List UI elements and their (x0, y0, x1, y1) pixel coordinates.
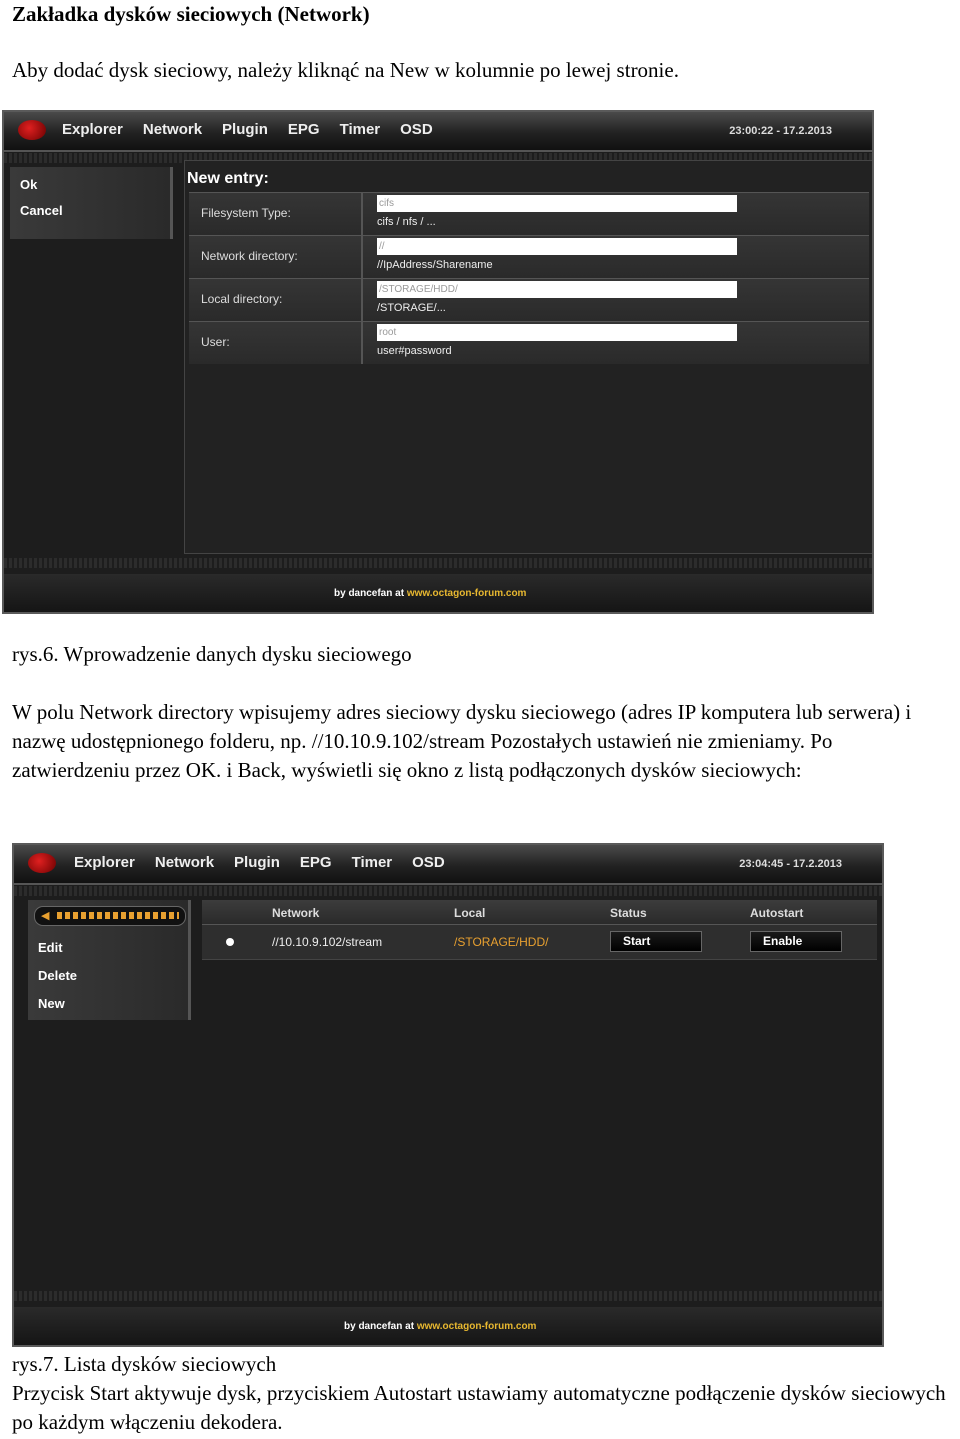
menu-epg[interactable]: EPG (287, 121, 320, 138)
local-directory-input[interactable]: /STORAGE/HDD/ (377, 281, 737, 298)
table-header (202, 900, 877, 925)
menu-timer[interactable]: Timer (339, 121, 381, 138)
caption-fig6: rys.6. Wprowadzenie danych dysku sieciowego (12, 642, 412, 666)
menu-osd[interactable]: OSD (412, 854, 445, 871)
top-menu-bar (4, 112, 872, 152)
local-directory-hint: /STORAGE/... (377, 302, 446, 314)
row-network-directory (189, 235, 869, 278)
clock: 23:00:22 - 17.2.2013 (729, 125, 832, 137)
paragraph-start-autostart: Przycisk Start aktywuje dysk, przyciskiem Autostart ustawiamy automatyczne podłączenie dysków sieciowych po każdym włączeniu dekodera. (12, 1381, 946, 1434)
enable-autostart-button[interactable]: Enable (750, 931, 842, 952)
network-directory-hint: //IpAddress/Sharename (377, 259, 493, 271)
credit-site-link[interactable]: www.octagon-forum.com (416, 1321, 537, 1332)
volume-indicator-icon: ◀ (34, 906, 186, 926)
user-hint: user#password (377, 345, 452, 357)
menu-osd[interactable]: OSD (400, 121, 433, 138)
menu-plugin[interactable]: Plugin (222, 121, 268, 138)
user-input[interactable]: root (377, 324, 737, 341)
credit-text (344, 1321, 536, 1332)
delete-button[interactable]: Delete (38, 968, 78, 983)
selected-indicator-icon (226, 938, 234, 946)
menu-network[interactable]: Network (154, 854, 215, 871)
row-user (189, 321, 869, 364)
menu-network[interactable]: Network (142, 121, 203, 138)
row-filesystem-type (189, 192, 869, 235)
menu-explorer[interactable]: Explorer (74, 854, 135, 871)
local-directory-label: Local directory: (201, 292, 283, 306)
intro-text: Aby dodać dysk sieciowy, należy kliknąć na New w kolumnie po lewej stronie. (12, 58, 679, 82)
filesystem-type-label: Filesystem Type: (201, 206, 291, 220)
menu-plugin[interactable]: Plugin (234, 854, 280, 871)
credit-text (334, 588, 526, 599)
credit-site-link[interactable]: www.octagon-forum.com (406, 588, 527, 599)
table-row[interactable] (202, 925, 877, 960)
footer (4, 574, 872, 612)
user-label: User: (201, 335, 230, 349)
left-panel (28, 900, 191, 1020)
col-network: Network (272, 906, 320, 920)
new-button[interactable]: New (38, 996, 65, 1011)
edit-button[interactable]: Edit (38, 940, 63, 955)
credit-by: by dancefan at (334, 588, 405, 599)
footer (14, 1307, 882, 1345)
menu-explorer[interactable]: Explorer (62, 121, 123, 138)
cell-local: /STORAGE/HDD/ (454, 935, 549, 949)
filesystem-type-input[interactable]: cifs (377, 195, 737, 212)
start-button[interactable]: Start (610, 931, 702, 952)
col-local: Local (454, 906, 486, 920)
cell-network: //10.10.9.102/stream (272, 935, 383, 949)
col-status: Status (610, 906, 647, 920)
paragraph-network-directory: W polu Network directory wpisujemy adres sieciowy dysku sieciowego (adres IP komputera lub serwera) i nazwę udostępnionego folderu, np. //10.10.9.102/stream Pozostałych ustawień nie zmieniamy. Po zatwierdzeniu przez OK. i Back, wyświetli się okno z listą podłączonych dysków sieciowych: (12, 700, 912, 782)
clock: 23:04:45 - 17.2.2013 (739, 858, 842, 870)
top-menu-bar (14, 845, 882, 885)
page-heading: Zakładka dysków sieciowych (Network) (12, 2, 370, 26)
left-panel (10, 167, 173, 239)
cancel-button[interactable]: Cancel (20, 203, 63, 218)
row-local-directory (189, 278, 869, 321)
caption-fig7: rys.7. Lista dysków sieciowych (12, 1352, 277, 1376)
network-directory-input[interactable]: // (377, 238, 737, 255)
filesystem-type-hint: cifs / nfs / ... (377, 216, 436, 228)
octagon-logo-icon (18, 120, 46, 140)
ok-button[interactable]: Ok (20, 177, 38, 192)
octagon-logo-icon (28, 853, 56, 873)
menu-epg[interactable]: EPG (299, 854, 332, 871)
col-autostart: Autostart (750, 906, 804, 920)
menu-timer[interactable]: Timer (351, 854, 393, 871)
network-directory-label: Network directory: (201, 249, 298, 263)
form-title: New entry: (187, 170, 269, 187)
credit-by: by dancefan at (344, 1321, 415, 1332)
screenshot-network-list (12, 843, 884, 1347)
screenshot-new-entry (2, 110, 874, 614)
